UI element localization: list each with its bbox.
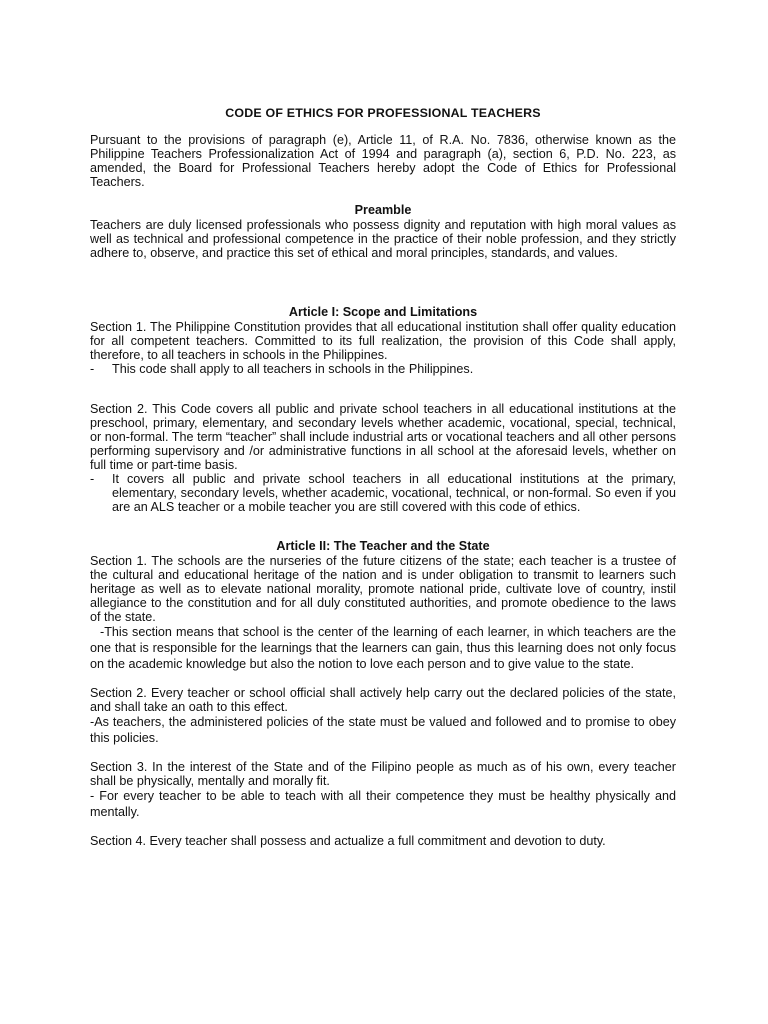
preamble-heading: Preamble — [354, 203, 412, 217]
preamble-paragraph: Teachers are duly licensed professionals who possess dignity and reputation with high moral values as well as technical and professional competence in the practice of their noble profession, and they strictly adhere to, observe, and practice this set of ethical and moral principles, standards, and values. — [90, 218, 676, 260]
article2-section2: Section 2. Every teacher or school official shall actively help carry out the declared policies of the state, and shall take an oath to this effect. — [90, 686, 676, 714]
article1-section2-note-text: It covers all public and private school teachers in all educational institutions at the primary, elementary, secondary levels, whether academic, vocational, technical, or non-formal. So even if you are an ALS teacher or a mobile teacher you are still covered with this code of ethics. — [112, 472, 676, 514]
article1-section1-note — [90, 362, 676, 376]
article2-section1: Section 1. The schools are the nurseries of the future citizens of the state; each teacher is a trustee of the cultural and educational heritage of the nation and is under obligation to transmit to learners such heritage as well as to elevate national morality, promote national pride, cultivate love of country, instil allegiance to the constitution and for all duly constituted authorities, and promote obedience to the laws of the state. — [90, 554, 676, 624]
intro-paragraph: Pursuant to the provisions of paragraph (e), Article 11, of R.A. No. 7836, otherwise known as the Philippine Teachers Professionalization Act of 1994 and paragraph (a), section 6, P.D. No. 223, as amended, the Board for Professional Teachers hereby adopt the Code of Ethics for Professional Teachers. — [90, 133, 676, 189]
article2-section3: Section 3. In the interest of the State and of the Filipino people as much as of his own, every teacher shall be physically, mentally and morally fit. — [90, 760, 676, 788]
article1-section2: Section 2. This Code covers all public and private school teachers in all educational institutions at the preschool, primary, elementary, and secondary levels whether academic, vocational, special, technical, or non-formal. The term “teacher” shall include industrial arts or vocational teachers and all other persons performing supervisory and /or administrative functions in all school at the aforesaid levels, whether on full time or part-time basis. — [90, 402, 676, 472]
article1-section1-note-text: This code shall apply to all teachers in schools in the Philippines. — [112, 362, 474, 376]
document-title: CODE OF ETHICS FOR PROFESSIONAL TEACHERS — [225, 106, 541, 120]
bullet-dash: - — [90, 472, 95, 486]
article2-section4: Section 4. Every teacher shall possess and actualize a full commitment and devotion to duty. — [90, 834, 606, 848]
bullet-dash: - — [90, 362, 95, 376]
article2-section3-note: - For every teacher to be able to teach with all their competence they must be healthy physically and mentally. — [90, 789, 676, 819]
article1-section1: Section 1. The Philippine Constitution provides that all educational institution shall offer quality education for all competent teachers. Committed to its full realization, the provision of this Code shall apply, therefore, to all teachers in schools in the Philippines. — [90, 320, 676, 362]
article2-heading: Article II: The Teacher and the State — [276, 539, 490, 553]
article2-section2-note: -As teachers, the administered policies of the state must be valued and followed and to promise to obey this policies. — [90, 715, 676, 745]
article2-section1-note: -This section means that school is the center of the learning of each learner, in which teachers are the one that is responsible for the learnings that the learners can gain, thus this learning does not only focus on the academic knowledge but also the notion to love each person and to give value to the state. — [90, 625, 676, 671]
article1-section2-note — [90, 472, 676, 514]
document-page — [90, 106, 676, 848]
article1-heading: Article I: Scope and Limitations — [288, 305, 478, 319]
